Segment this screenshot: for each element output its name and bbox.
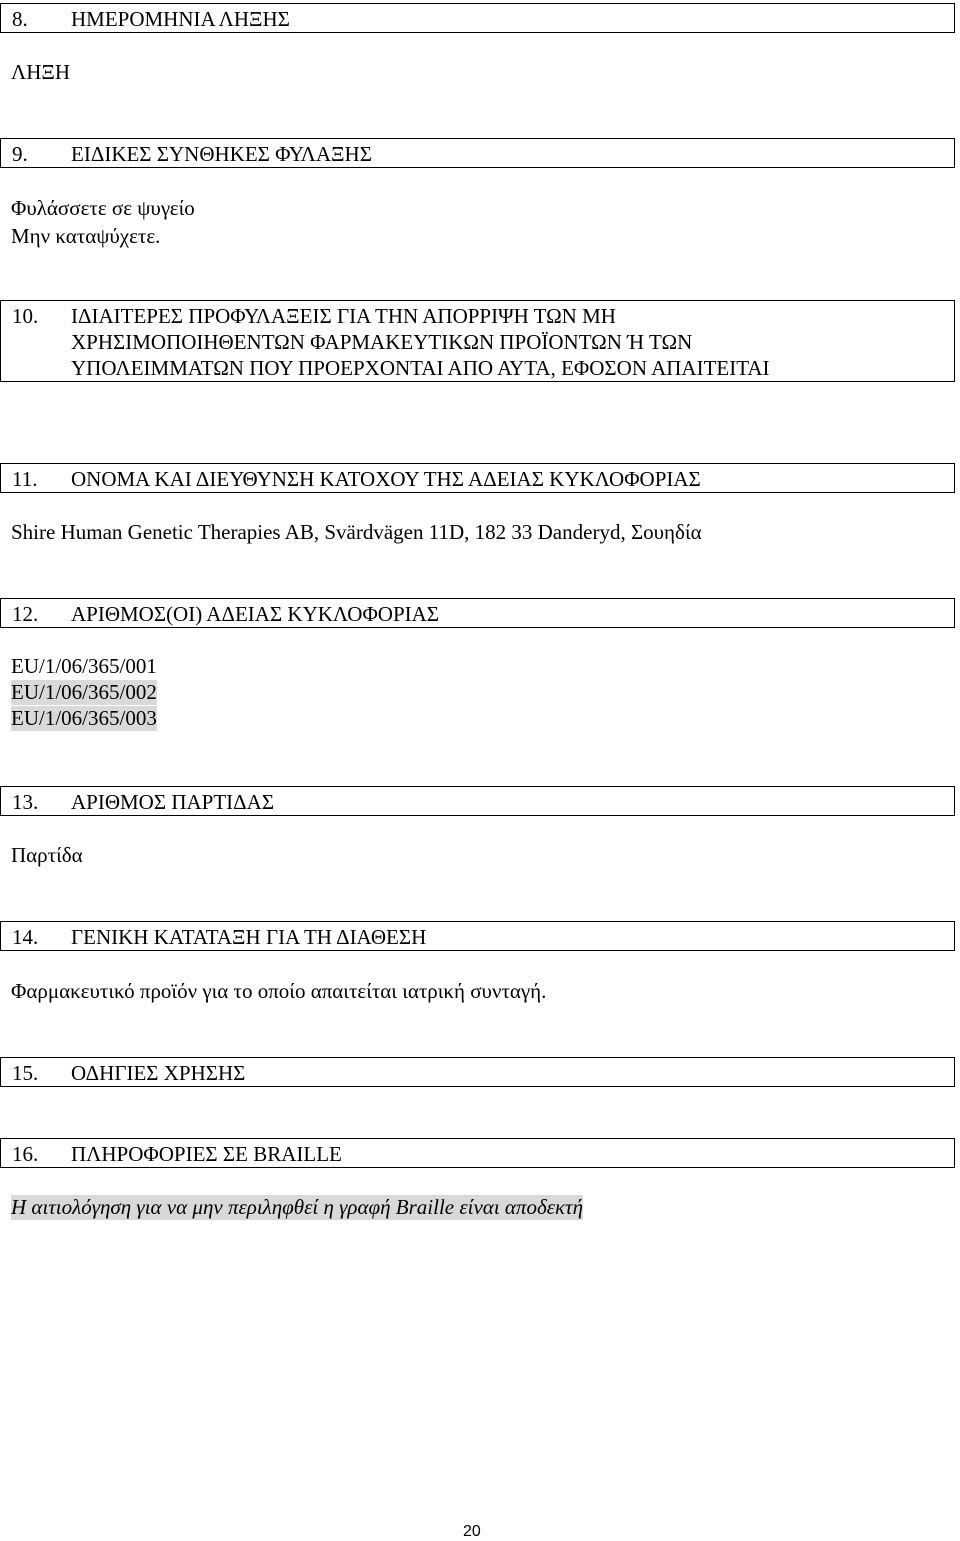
- section-number: 13.: [12, 790, 39, 814]
- section-title: ΑΡΙΘΜΟΣ ΠΑΡΤΙΔΑΣ: [71, 790, 275, 814]
- section-number: 14.: [12, 925, 39, 949]
- section-title-line-3: ΥΠΟΛΕΙΜΜΑΤΩΝ ΠΟΥ ΠΡΟΕΡΧΟΝΤΑΙ ΑΠΟ ΑΥΤΑ, ΕΦΟΣΟΝ ΑΠΑΙΤΕΙΤΑΙ: [71, 356, 770, 380]
- section-9-body-line-1: Φυλάσσετε σε ψυγείο: [11, 196, 195, 220]
- section-13-header: [0, 786, 955, 816]
- section-9-header: [0, 138, 955, 168]
- section-16-body: Η αιτιολόγηση για να μην περιληφθεί η γραφή Braille είναι αποδεκτή: [11, 1195, 583, 1219]
- section-number: 9.: [12, 142, 28, 166]
- section-title: ΕΙΔΙΚΕΣ ΣΥΝΘΗΚΕΣ ΦΥΛΑΞΗΣ: [71, 142, 372, 166]
- section-title: ΓΕΝΙΚΗ ΚΑΤΑΤΑΞΗ ΓΙΑ ΤΗ ΔΙΑΘΕΣΗ: [71, 925, 427, 949]
- section-10-header: [0, 300, 955, 382]
- section-number: 15.: [12, 1061, 39, 1085]
- section-number: 8.: [12, 7, 28, 31]
- section-8-body: ΛΗΞΗ: [11, 60, 71, 84]
- section-number: 16.: [12, 1142, 39, 1166]
- section-title: ΑΡΙΘΜΟΣ(ΟΙ) ΑΔΕΙΑΣ ΚΥΚΛΟΦΟΡΙΑΣ: [71, 602, 440, 626]
- section-12-header: [0, 598, 955, 628]
- section-11-header: [0, 463, 955, 493]
- page-number: 20: [463, 1523, 481, 1540]
- section-15-header: [0, 1057, 955, 1087]
- section-13-body: Παρτίδα: [11, 843, 83, 867]
- authorisation-number: EU/1/06/365/002: [11, 680, 157, 704]
- section-title: ΗΜΕΡΟΜΗΝΙΑ ΛΗΞΗΣ: [71, 7, 290, 31]
- section-title-line-2: ΧΡΗΣΙΜΟΠΟΙΗΘΕΝΤΩΝ ΦΑΡΜΑΚΕΥΤΙΚΩΝ ΠΡΟΪΟΝΤΩΝ Ή ΤΩΝ: [71, 330, 693, 354]
- section-8-header: [0, 3, 955, 33]
- section-14-header: [0, 921, 955, 951]
- section-title: ΟΔΗΓΙΕΣ ΧΡΗΣΗΣ: [71, 1061, 246, 1085]
- section-14-body: Φαρμακευτικό προϊόν για το οποίο απαιτείται ιατρική συνταγή.: [11, 979, 547, 1003]
- section-title: ΠΛΗΡΟΦΟΡΙΕΣ ΣΕ BRAILLE: [71, 1142, 342, 1166]
- section-title-line-1: ΙΔΙΑΙΤΕΡΕΣ ΠΡΟΦΥΛΑΞΕΙΣ ΓΙΑ ΤΗΝ ΑΠΟΡΡΙΨΗ ΤΩΝ ΜΗ: [71, 304, 616, 328]
- authorisation-number: EU/1/06/365/003: [11, 706, 157, 730]
- section-title: ΟΝΟΜΑ ΚΑΙ ΔΙΕΥΘΥΝΣΗ ΚΑΤΟΧΟΥ ΤΗΣ ΑΔΕΙΑΣ ΚΥΚΛΟΦΟΡΙΑΣ: [71, 467, 701, 491]
- section-9-body-line-2: Μην καταψύχετε.: [11, 224, 161, 248]
- section-11-body: Shire Human Genetic Therapies AB, Svärdvägen 11D, 182 33 Danderyd, Σουηδία: [11, 520, 702, 544]
- section-number: 10.: [12, 304, 39, 328]
- section-16-header: [0, 1138, 955, 1168]
- section-number: 11.: [12, 467, 38, 491]
- section-number: 12.: [12, 602, 39, 626]
- authorisation-number: EU/1/06/365/001: [11, 654, 157, 678]
